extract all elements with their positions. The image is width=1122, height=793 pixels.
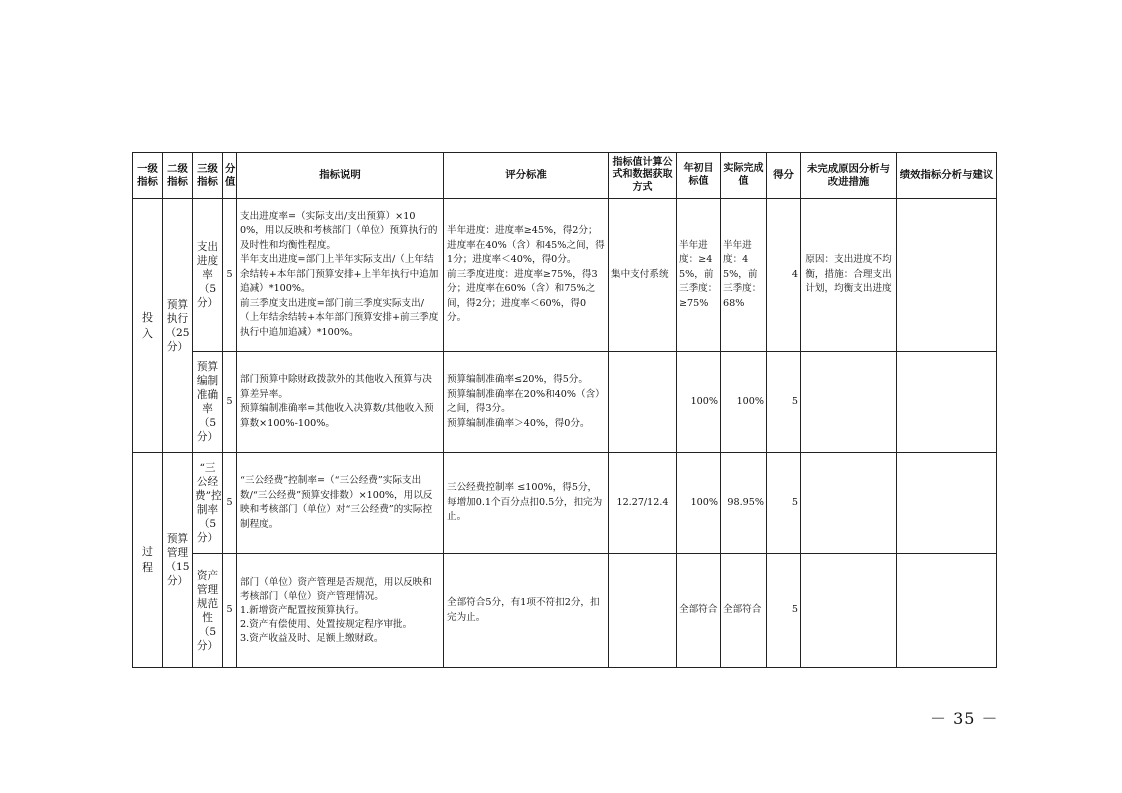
level2-cell: 预算执行（25分） (163, 199, 193, 453)
score-cell: 5 (767, 554, 801, 668)
reason-cell (801, 554, 897, 668)
description-cell (237, 199, 444, 352)
header-formula: 指标值计算公式和数据获取方式 (609, 153, 677, 199)
reason-cell (801, 352, 897, 453)
criteria-line: 半年进度：进度率≥45%，得2分；进度率在40%（含）和45%之间，得1分；进度率＜40%，得0分。 (447, 225, 605, 266)
reason-cell: 原因：支出进度不均衡，措施：合理支出计划，均衡支出进度 (801, 199, 897, 352)
criteria-cell (444, 199, 609, 352)
table-row (133, 554, 997, 668)
description-line: 支出进度率=（实际支出/支出预算）×100%，用以反映和考核部门（单位）预算执行的及时性和均衡性程度。 (240, 210, 438, 251)
value-cell: 5 (223, 554, 237, 668)
criteria-cell (444, 453, 609, 554)
description-cell (237, 352, 444, 453)
level3-cell: 资产管理规范性（5分） (193, 554, 223, 668)
criteria-cell (444, 554, 609, 668)
header-score: 得分 (767, 153, 801, 199)
level1-cell: 过程 (133, 453, 163, 668)
header-level2: 二级指标 (163, 153, 193, 199)
formula-cell: 集中支付系统 (609, 199, 677, 352)
formula-cell: 12.27/12.4 (609, 453, 677, 554)
table-row (133, 199, 997, 352)
criteria-line: 预算编制准确率在20%和40%（含）之间，得3分。 (447, 388, 605, 414)
target-cell: 100% (677, 453, 721, 554)
level3-cell: 支出进度率（5分） (193, 199, 223, 352)
actual-cell: 半年进度：45%，前三季度：68% (721, 199, 767, 352)
actual-cell: 98.95% (721, 453, 767, 554)
description-line: 部门（单位）资产管理是否规范，用以反映和考核部门（单位）资产管理情况。 (240, 576, 432, 602)
criteria-line: 预算编制准确率＞40%，得0分。 (447, 417, 590, 429)
value-cell: 5 (223, 453, 237, 554)
target-cell: 全部符合 (677, 554, 721, 668)
reason-cell (801, 453, 897, 554)
header-target: 年初目标值 (677, 153, 721, 199)
header-row (133, 153, 997, 199)
target-cell: 100% (677, 352, 721, 453)
header-level3: 三级指标 (193, 153, 223, 199)
formula-cell (609, 554, 677, 668)
performance-table (132, 152, 997, 668)
criteria-line: 前三季度进度：进度率≥75%，得3分；进度率在60%（含）和75%之间，得2分；进度率＜60%，得0分。 (447, 268, 598, 324)
score-cell: 5 (767, 453, 801, 554)
header-suggestion: 绩效指标分析与建议 (897, 153, 997, 199)
header-reason: 未完成原因分析与改进措施 (801, 153, 897, 199)
table-row (133, 352, 997, 453)
criteria-line: 预算编制准确率≤20%，得5分。 (447, 374, 588, 385)
description-cell (237, 453, 444, 554)
description-line: 预算编制准确率=其他收入决算数/其他收入预算数×100%-100%。 (240, 403, 434, 429)
suggestion-cell (897, 554, 997, 668)
header-description: 指标说明 (237, 153, 444, 199)
level2-cell: 预算管理（15分） (163, 453, 193, 668)
actual-cell: 100% (721, 352, 767, 453)
header-actual: 实际完成值 (721, 153, 767, 199)
actual-cell: 全部符合 (721, 554, 767, 668)
page-number: － 35 － (930, 709, 999, 728)
description-line: 前三季度支出进度=部门前三季度实际支出/（上年结余结转+本年部门预算安排+前三季度执行中追加追减）*100%。 (240, 297, 439, 338)
value-cell: 5 (223, 199, 237, 352)
criteria-cell (444, 352, 609, 453)
score-cell: 4 (767, 199, 801, 352)
score-cell: 5 (767, 352, 801, 453)
level1-cell: 投入 (133, 199, 163, 453)
criteria-line: 三公经费控制率 ≤100%，得5分，每增加0.1个百分点扣0.5分，扣完为止。 (447, 482, 603, 523)
level3-cell: 预算编制准确率（5分） (193, 352, 223, 453)
header-score-value: 分值 (223, 153, 237, 199)
description-cell (237, 554, 444, 668)
value-cell: 5 (223, 352, 237, 453)
target-cell: 半年进度：≥45%，前三季度：≥75% (677, 199, 721, 352)
description-line: “三公经费”控制率=（“三公经费”实际支出数/“三公经费”预算安排数）×100%，用以反映和考核部门（单位）对“三公经费”的实际控制程度。 (240, 475, 433, 530)
header-level1: 一级指标 (133, 153, 163, 199)
suggestion-cell (897, 199, 997, 352)
description-line: 3.资产收益及时、足额上缴财政。 (240, 632, 384, 644)
formula-cell (609, 352, 677, 453)
suggestion-cell (897, 453, 997, 554)
description-line: 半年支出进度=部门上半年实际支出/（上年结余结转+本年部门预算安排+上半年执行中追加追减）*100%。 (240, 254, 439, 295)
level3-cell: “三公经费”控制率（5分） (193, 453, 223, 554)
header-criteria: 评分标准 (444, 153, 609, 199)
description-line: 2.资产有偿使用、处置按规定程序审批。 (240, 618, 413, 630)
criteria-line: 全部符合5分，有1项不符扣2分，扣完为止。 (447, 597, 600, 623)
suggestion-cell (897, 352, 997, 453)
description-line: 部门预算中除财政拨款外的其他收入预算与决算差异率。 (240, 374, 432, 400)
description-line: 1.新增资产配置按预算执行。 (240, 604, 365, 616)
table-row (133, 453, 997, 554)
